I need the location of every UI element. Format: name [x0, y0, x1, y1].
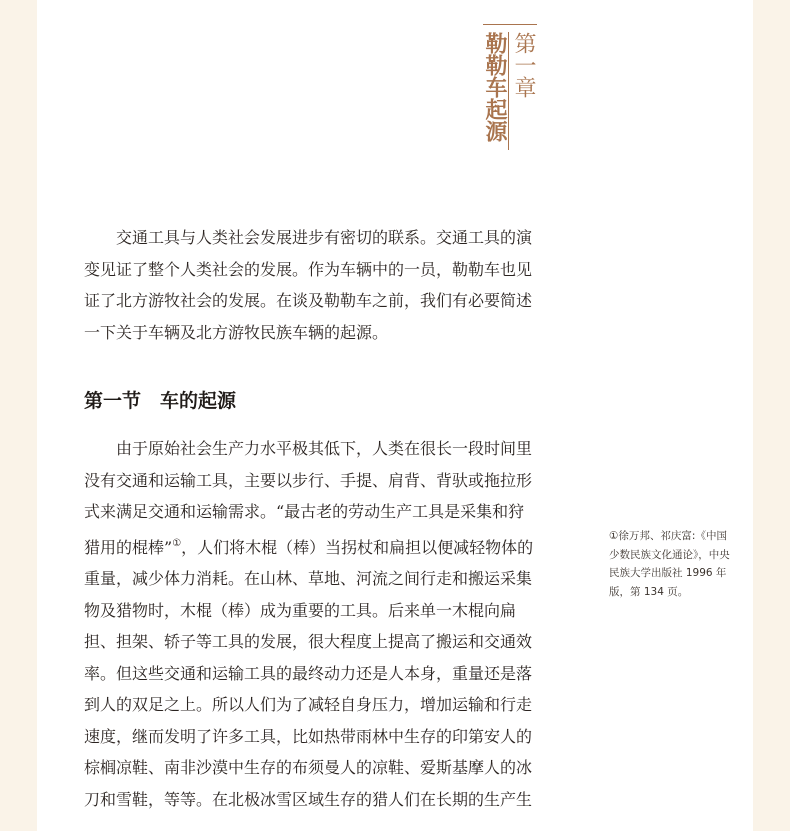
- section-text-after-ref: ，人们将木棍（棒）当拐杖和扁担以便减轻物体的重量，减少体力消耗。在山林、草地、河流之间行走和搬运采集物及猎物时，木棍（棒）成为重要的工具。后来单一木棍向扁担、担架、轿子等工具的发展，很大程度上提高了搬运和交通效率。但这些交通和运输工具的最终动力还是人本身，重量还是落到人的双足之上。所以人们为了减轻自身压力，增加运输和行走速度，继而发明了许多工具，比如热带雨林中生存的印第安人的棕榈凉鞋、南非沙漠中生存的布须曼人的凉鞋、爱斯基摩人的冰刀和雪鞋，等等。在北极冰雪区域生存的猎人们在长期的生产生: [84, 537, 534, 809]
- chapter-rule: [483, 24, 537, 25]
- chapter-divider: [508, 32, 509, 150]
- footnote-reference[interactable]: ①: [172, 537, 182, 549]
- intro-text: 交通工具与人类社会发展进步有密切的联系。交通工具的演变见证了整个人类社会的发展。作为车辆中的一员，勒勒车也见证了北方游牧社会的发展。在谈及勒勒车之前，我们有必要简述一下关于车辆及北方游牧民族车辆的起源。: [84, 228, 533, 342]
- section-text-before-ref: 由于原始社会生产力水平极其低下，人类在很长一段时间里没有交通和运输工具，主要以步行、手提、肩背、背驮或拖拉形式来满足交通和运输需求。“最古老的劳动生产工具是采集和狩猎用的棍棒”: [84, 439, 533, 557]
- chapter-title: 勒勒车起源: [482, 32, 508, 142]
- chapter-heading: [483, 24, 537, 154]
- intro-paragraph: [84, 222, 538, 348]
- section-title: 第一节 车的起源: [84, 390, 237, 412]
- footnote: ①徐万邦、祁庆富:《中国少数民族文化通论》，中央民族大学出版社 1996 年版，第 134 页。: [609, 530, 730, 598]
- chapter-number: 第一章: [511, 32, 536, 98]
- section-paragraph: [84, 433, 538, 815]
